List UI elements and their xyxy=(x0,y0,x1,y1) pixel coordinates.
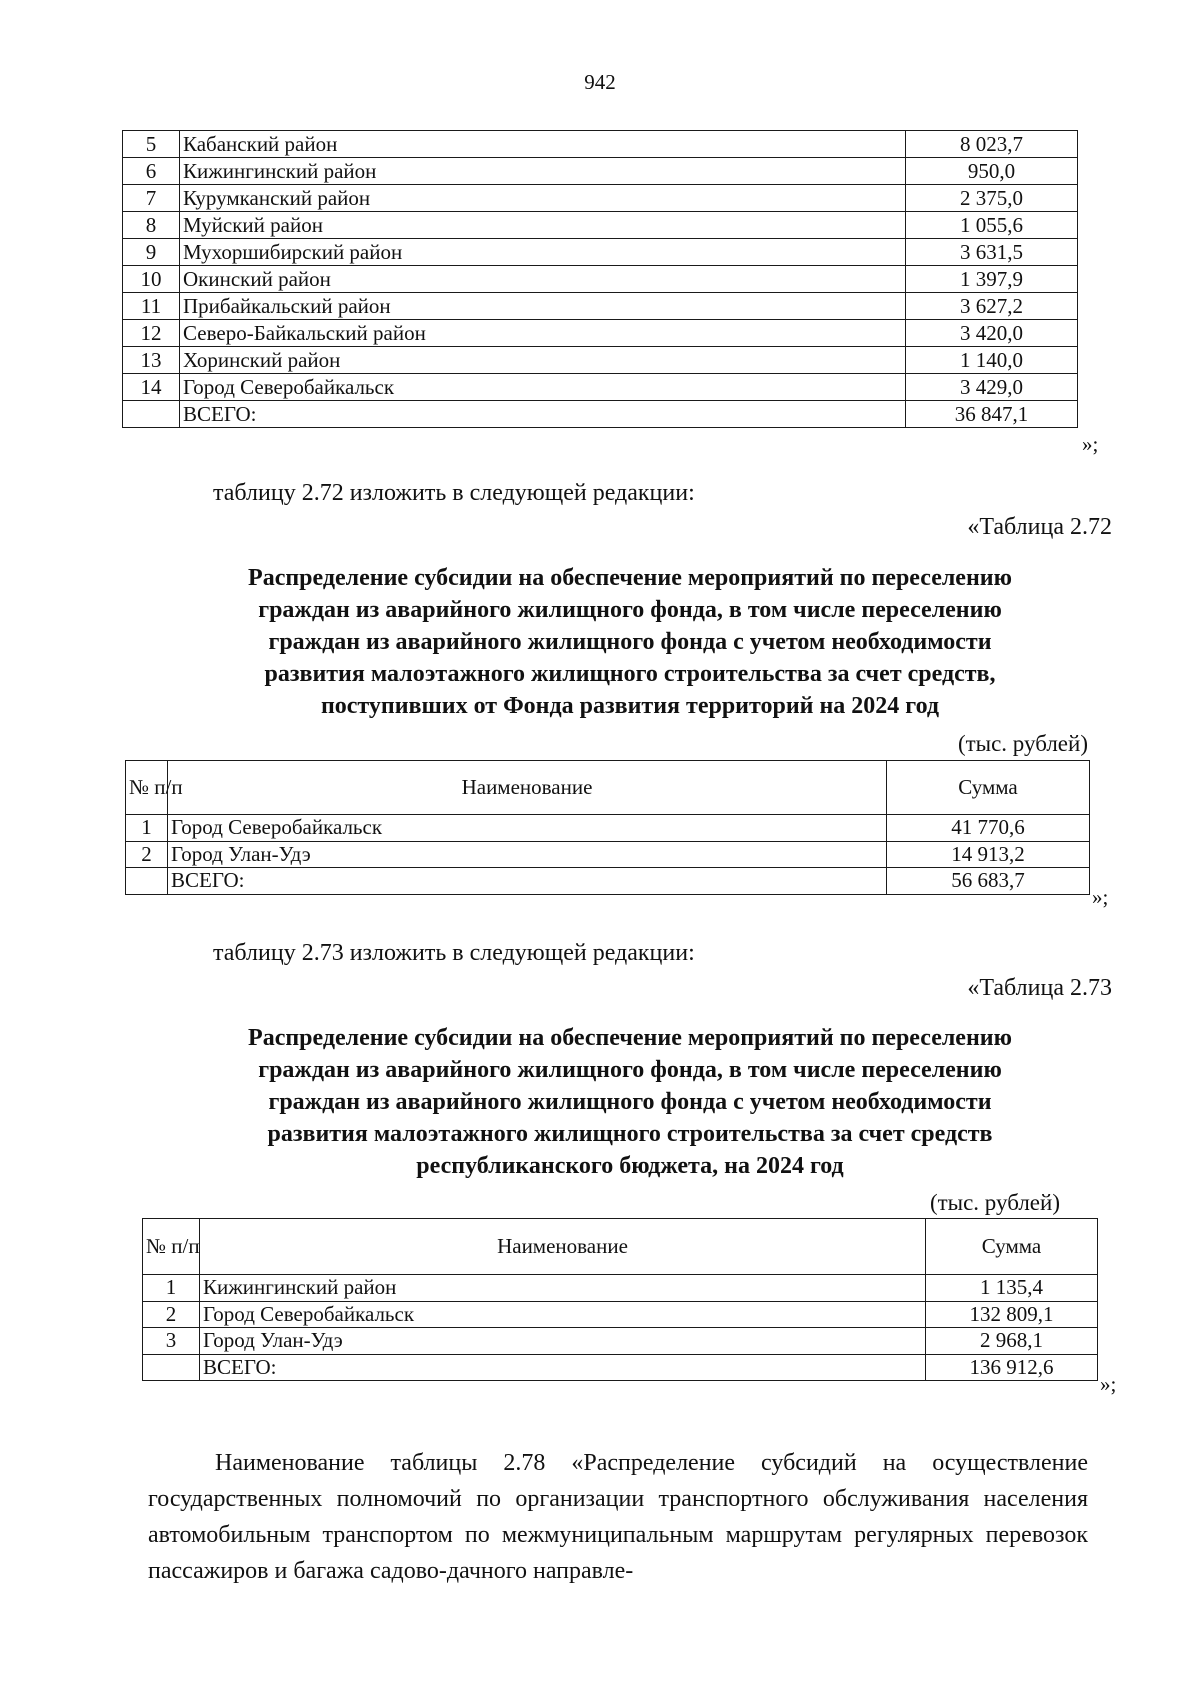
table-row xyxy=(126,815,1090,842)
title-73-line: республиканского бюджета, на 2024 год xyxy=(416,1153,844,1179)
table-72-closing: »; xyxy=(1092,885,1109,909)
row-sum: 2 968,1 xyxy=(926,1328,1098,1355)
total-row xyxy=(123,401,1078,428)
row-sum: 41 770,6 xyxy=(887,815,1090,842)
table-header-row xyxy=(143,1219,1098,1275)
title-72 xyxy=(100,562,1160,722)
row-sum: 8 023,7 xyxy=(906,131,1078,158)
row-sum: 2 375,0 xyxy=(906,185,1078,212)
unit-72: (тыс. рублей) xyxy=(957,731,1088,756)
title-73 xyxy=(100,1022,1160,1182)
row-number: 7 xyxy=(123,185,180,212)
header-num: № п/п xyxy=(126,761,168,815)
table-prev xyxy=(122,130,1078,428)
row-name: Северо-Байкальский район xyxy=(180,320,906,347)
unit-73: (тыс. рублей) xyxy=(929,1190,1060,1215)
table-72 xyxy=(125,760,1090,895)
header-name: Наименование xyxy=(200,1219,926,1275)
table-row xyxy=(123,347,1078,374)
title-73-line: граждан из аварийного жилищного фонда с учетом необходимости xyxy=(268,1089,992,1115)
row-number: 11 xyxy=(123,293,180,320)
table-row xyxy=(123,212,1078,239)
total-label: ВСЕГО: xyxy=(200,1354,926,1381)
table-row xyxy=(123,266,1078,293)
row-number: 2 xyxy=(143,1301,200,1328)
row-number: 6 xyxy=(123,158,180,185)
row-name: Хоринский район xyxy=(180,347,906,374)
row-number: 3 xyxy=(143,1328,200,1355)
row-number: 1 xyxy=(126,815,168,842)
row-name: Кижингинский район xyxy=(200,1275,926,1302)
table-row xyxy=(123,293,1078,320)
row-name: Город Северобайкальск xyxy=(168,815,887,842)
row-name: Город Улан-Удэ xyxy=(168,841,887,868)
row-number: 12 xyxy=(123,320,180,347)
total-sum: 56 683,7 xyxy=(887,868,1090,895)
title-73-line: развития малоэтажного жилищного строительства за счет средств xyxy=(267,1121,993,1147)
row-number: 1 xyxy=(143,1275,200,1302)
row-number: 8 xyxy=(123,212,180,239)
table-73 xyxy=(142,1218,1098,1381)
header-num: № п/п xyxy=(143,1219,200,1275)
row-sum: 3 429,0 xyxy=(906,374,1078,401)
total-number xyxy=(123,401,180,428)
title-73-line: Распределение субсидии на обеспечение мероприятий по переселению xyxy=(248,1025,1012,1051)
total-label: ВСЕГО: xyxy=(180,401,906,428)
page-number: 942 xyxy=(584,70,616,94)
title-72-line: развития малоэтажного жилищного строительства за счет средств, xyxy=(264,661,996,687)
table-row xyxy=(123,320,1078,347)
table-row xyxy=(126,841,1090,868)
row-sum: 3 627,2 xyxy=(906,293,1078,320)
row-sum: 950,0 xyxy=(906,158,1078,185)
row-sum: 1 135,4 xyxy=(926,1275,1098,1302)
title-72-line: Распределение субсидии на обеспечение мероприятий по переселению xyxy=(248,565,1012,591)
table-prev-closing: »; xyxy=(1082,432,1099,456)
table-row xyxy=(143,1328,1098,1355)
header-name: Наименование xyxy=(168,761,887,815)
table-row xyxy=(123,131,1078,158)
total-row xyxy=(143,1354,1098,1381)
title-72-line: граждан из аварийного жилищного фонда с учетом необходимости xyxy=(268,629,992,655)
row-sum: 3 420,0 xyxy=(906,320,1078,347)
title-73-line: граждан из аварийного жилищного фонда, в том числе переселению xyxy=(258,1057,1002,1083)
total-label: ВСЕГО: xyxy=(168,868,887,895)
table-row xyxy=(123,374,1078,401)
row-name: Кабанский район xyxy=(180,131,906,158)
total-number xyxy=(126,868,168,895)
row-number: 13 xyxy=(123,347,180,374)
header-sum: Сумма xyxy=(926,1219,1098,1275)
caption-72: «Таблица 2.72 xyxy=(967,514,1112,540)
row-sum: 1 397,9 xyxy=(906,266,1078,293)
table-header-row xyxy=(126,761,1090,815)
row-name: Город Улан-Удэ xyxy=(200,1328,926,1355)
row-name: Курумканский район xyxy=(180,185,906,212)
row-name: Мухоршибирский район xyxy=(180,239,906,266)
instruction-72: таблицу 2.72 изложить в следующей редакции: xyxy=(213,480,695,506)
body-paragraph: Наименование таблицы 2.78 «Распределение субсидий на осуществление государственных полномочий по организации транспортного обслуживания населения автомобильным транспортом по межмуниципальным маршрутам регулярных перевозок пассажиров и багажа садово-дачного направле- xyxy=(148,1450,1088,1584)
row-sum: 132 809,1 xyxy=(926,1301,1098,1328)
row-sum: 1 055,6 xyxy=(906,212,1078,239)
row-name: Город Северобайкальск xyxy=(180,374,906,401)
total-row xyxy=(126,868,1090,895)
row-number: 10 xyxy=(123,266,180,293)
total-number xyxy=(143,1354,200,1381)
instruction-73: таблицу 2.73 изложить в следующей редакции: xyxy=(213,940,695,966)
title-72-line: поступивших от Фонда развития территорий на 2024 год xyxy=(320,693,940,719)
title-72-line: граждан из аварийного жилищного фонда, в том числе переселению xyxy=(258,597,1002,623)
row-sum: 3 631,5 xyxy=(906,239,1078,266)
row-number: 2 xyxy=(126,841,168,868)
row-name: Прибайкальский район xyxy=(180,293,906,320)
row-name: Муйский район xyxy=(180,212,906,239)
row-sum: 1 140,0 xyxy=(906,347,1078,374)
table-73-closing: »; xyxy=(1100,1372,1117,1396)
table-row xyxy=(123,185,1078,212)
row-number: 9 xyxy=(123,239,180,266)
caption-73: «Таблица 2.73 xyxy=(967,975,1112,1001)
row-sum: 14 913,2 xyxy=(887,841,1090,868)
table-row xyxy=(143,1301,1098,1328)
total-sum: 136 912,6 xyxy=(926,1354,1098,1381)
table-row xyxy=(143,1275,1098,1302)
row-number: 14 xyxy=(123,374,180,401)
table-row xyxy=(123,158,1078,185)
row-number: 5 xyxy=(123,131,180,158)
table-row xyxy=(123,239,1078,266)
header-sum: Сумма xyxy=(887,761,1090,815)
row-name: Город Северобайкальск xyxy=(200,1301,926,1328)
total-sum: 36 847,1 xyxy=(906,401,1078,428)
row-name: Окинский район xyxy=(180,266,906,293)
row-name: Кижингинский район xyxy=(180,158,906,185)
